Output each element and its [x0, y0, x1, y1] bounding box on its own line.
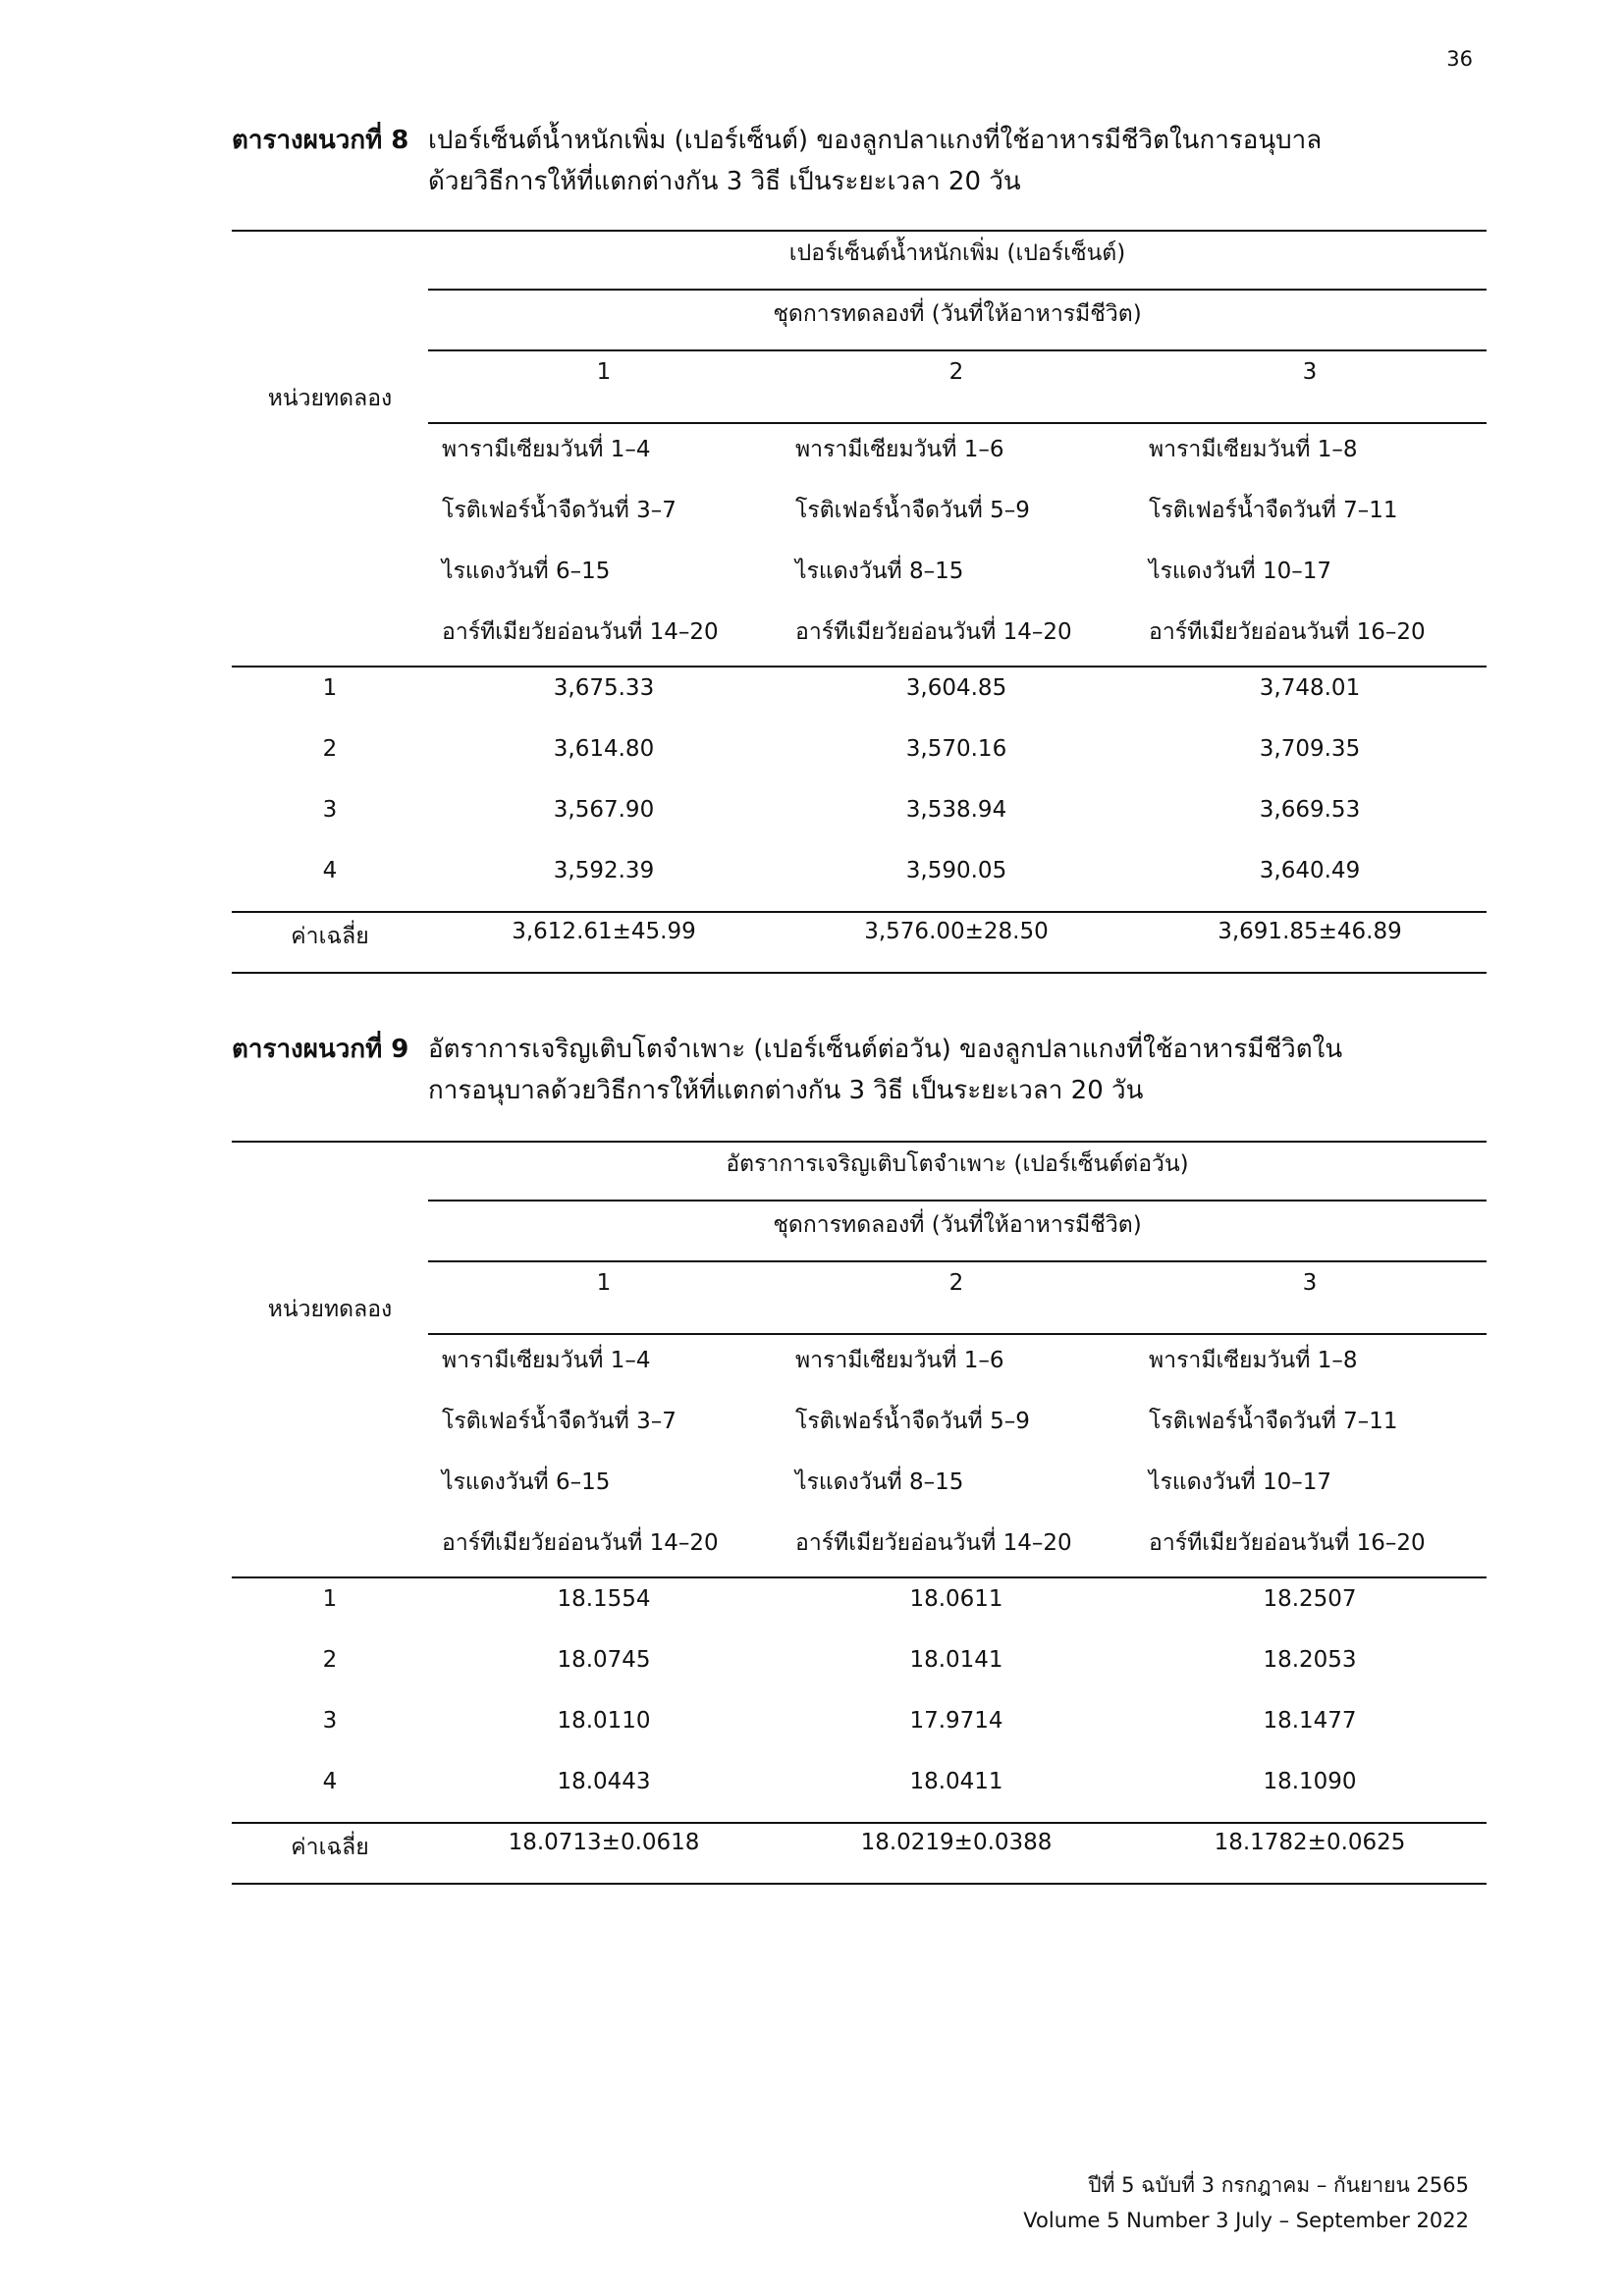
- row-unit: 3: [322, 797, 338, 823]
- mean-label: ค่าเฉลี่ย: [291, 924, 369, 949]
- row-unit: 4: [322, 858, 338, 883]
- header-bottom-rule: [232, 1576, 1487, 1578]
- row-unit: 1: [322, 1586, 338, 1612]
- table-9-label: ตารางผนวกที่ 9: [232, 1035, 409, 1064]
- row-value: 3,604.85: [905, 675, 1007, 701]
- mean-value: 18.1782±0.0625: [1214, 1830, 1406, 1855]
- treatment-2-line-3: ไรแดงวันที่ 8–15: [795, 559, 964, 584]
- treatment-3-line-4: อาร์ทีเมียวัยอ่อนวันที่ 16–20: [1149, 1530, 1426, 1556]
- treatment-2-line-1: พารามีเซียมวันที่ 1–6: [795, 1348, 1004, 1373]
- unit-header: หน่วยทดลอง: [267, 386, 393, 411]
- treatment-2-line-3: ไรแดงวันที่ 8–15: [795, 1469, 964, 1495]
- unit-header: หน่วยทดลอง: [267, 1297, 393, 1322]
- mean-value: 18.0713±0.0618: [508, 1830, 700, 1855]
- measure-header: อัตราการเจริญเติบโตจำเพาะ (เปอร์เซ็นต์ต่อวัน): [726, 1151, 1189, 1177]
- row-value: 3,675.33: [553, 675, 655, 701]
- set-header: ชุดการทดลองที่ (วันที่ให้อาหารมีชีวิต): [773, 301, 1142, 327]
- treatment-1-line-2: โรติเฟอร์น้ำจืดวันที่ 3–7: [442, 1409, 677, 1434]
- treatment-1-line-4: อาร์ทีเมียวัยอ่อนวันที่ 14–20: [442, 619, 719, 645]
- treatment-1-line-3: ไรแดงวันที่ 6–15: [442, 1469, 611, 1495]
- treatment-num-3: 3: [1302, 1270, 1318, 1296]
- treatment-3-line-3: ไรแดงวันที่ 10–17: [1149, 1469, 1332, 1495]
- table-9-title-line2: การอนุบาลด้วยวิธีการให้ที่แตกต่างกัน 3 วิธี เป็นระยะเวลา 20 วัน: [428, 1076, 1144, 1105]
- measure-header: เปอร์เซ็นต์น้ำหนักเพิ่ม (เปอร์เซ็นต์): [788, 240, 1126, 266]
- row-value: 3,748.01: [1259, 675, 1361, 701]
- row-value: 18.0411: [909, 1769, 1003, 1794]
- treatment-num-2: 2: [948, 1270, 964, 1296]
- row-value: 3,590.05: [905, 858, 1007, 883]
- rule: [428, 289, 1487, 291]
- mean-value: 3,691.85±46.89: [1218, 919, 1402, 944]
- treatment-2-line-4: อาร์ทีเมียวัยอ่อนวันที่ 14–20: [795, 619, 1072, 645]
- journal-footer: [1023, 2167, 1469, 2238]
- treatment-2-line-2: โรติเฟอร์น้ำจืดวันที่ 5–9: [795, 498, 1030, 523]
- footer-english: Volume 5 Number 3 July – September 2022: [1023, 2209, 1469, 2232]
- row-value: 18.0110: [557, 1708, 651, 1734]
- treatment-3-line-2: โรติเฟอร์น้ำจืดวันที่ 7–11: [1149, 1409, 1398, 1434]
- rule: [428, 349, 1487, 351]
- row-value: 3,640.49: [1259, 858, 1361, 883]
- row-unit: 3: [322, 1708, 338, 1734]
- row-unit: 2: [322, 736, 338, 762]
- treatment-num-1: 1: [596, 359, 612, 385]
- mean-value: 3,612.61±45.99: [512, 919, 696, 944]
- treatment-3-line-1: พารามีเซียมวันที่ 1–8: [1149, 437, 1358, 462]
- row-value: 3,669.53: [1259, 797, 1361, 823]
- bottom-rule: [232, 972, 1487, 974]
- rule: [428, 1260, 1487, 1262]
- table-8-title-line1: เปอร์เซ็นต์น้ำหนักเพิ่ม (เปอร์เซ็นต์) ของลูกปลาแกงที่ใช้อาหารมีชีวิตในการอนุบาล: [428, 126, 1323, 155]
- row-value: 18.0141: [909, 1647, 1003, 1673]
- set-header: ชุดการทดลองที่ (วันที่ให้อาหารมีชีวิต): [773, 1212, 1142, 1238]
- treatment-1-line-1: พารามีเซียมวันที่ 1–4: [442, 437, 651, 462]
- treatment-2-line-4: อาร์ทีเมียวัยอ่อนวันที่ 14–20: [795, 1530, 1072, 1556]
- row-value: 3,709.35: [1259, 736, 1361, 762]
- rule: [428, 1200, 1487, 1201]
- rule: [428, 1333, 1487, 1335]
- table-8-title-line2: ด้วยวิธีการให้ที่แตกต่างกัน 3 วิธี เป็นระยะเวลา 20 วัน: [428, 167, 1021, 196]
- treatment-3-line-1: พารามีเซียมวันที่ 1–8: [1149, 1348, 1358, 1373]
- treatment-1-line-2: โรติเฟอร์น้ำจืดวันที่ 3–7: [442, 498, 677, 523]
- row-value: 18.2053: [1263, 1647, 1357, 1673]
- treatment-3-line-2: โรติเฟอร์น้ำจืดวันที่ 7–11: [1149, 498, 1398, 523]
- table-9-title-line1: อัตราการเจริญเติบโตจำเพาะ (เปอร์เซ็นต์ต่อวัน) ของลูกปลาแกงที่ใช้อาหารมีชีวิตใน: [428, 1035, 1343, 1064]
- treatment-1-line-4: อาร์ทีเมียวัยอ่อนวันที่ 14–20: [442, 1530, 719, 1556]
- row-unit: 4: [322, 1769, 338, 1794]
- row-value: 18.0443: [557, 1769, 651, 1794]
- bottom-rule: [232, 1883, 1487, 1885]
- row-value: 18.0745: [557, 1647, 651, 1673]
- header-bottom-rule: [232, 666, 1487, 667]
- row-value: 18.1090: [1263, 1769, 1357, 1794]
- treatment-2-line-1: พารามีเซียมวันที่ 1–6: [795, 437, 1004, 462]
- mean-rule: [232, 911, 1487, 913]
- row-value: 3,614.80: [553, 736, 655, 762]
- mean-value: 18.0219±0.0388: [860, 1830, 1053, 1855]
- row-value: 3,567.90: [553, 797, 655, 823]
- row-value: 3,538.94: [905, 797, 1007, 823]
- table-9-caption: [232, 1029, 1489, 1111]
- treatment-num-3: 3: [1302, 359, 1318, 385]
- treatment-1-line-1: พารามีเซียมวันที่ 1–4: [442, 1348, 651, 1373]
- page-number: 36: [1446, 47, 1473, 71]
- row-value: 18.2507: [1263, 1586, 1357, 1612]
- treatment-3-line-3: ไรแดงวันที่ 10–17: [1149, 559, 1332, 584]
- row-unit: 1: [322, 675, 338, 701]
- row-value: 3,570.16: [905, 736, 1007, 762]
- footer-thai: ปีที่ 5 ฉบับที่ 3 กรกฎาคม – กันยายน 2565: [1088, 2173, 1469, 2197]
- treatment-3-line-4: อาร์ทีเมียวัยอ่อนวันที่ 16–20: [1149, 619, 1426, 645]
- row-value: 18.1477: [1263, 1708, 1357, 1734]
- mean-rule: [232, 1822, 1487, 1824]
- row-value: 17.9714: [909, 1708, 1003, 1734]
- treatment-num-2: 2: [948, 359, 964, 385]
- mean-label: ค่าเฉลี่ย: [291, 1835, 369, 1860]
- top-rule: [232, 230, 1487, 232]
- row-value: 18.1554: [557, 1586, 651, 1612]
- row-value: 18.0611: [909, 1586, 1003, 1612]
- rule: [428, 422, 1487, 424]
- mean-value: 3,576.00±28.50: [864, 919, 1049, 944]
- treatment-num-1: 1: [596, 1270, 612, 1296]
- table-8-label: ตารางผนวกที่ 8: [232, 126, 409, 155]
- top-rule: [232, 1141, 1487, 1143]
- treatment-1-line-3: ไรแดงวันที่ 6–15: [442, 559, 611, 584]
- row-unit: 2: [322, 1647, 338, 1673]
- table-8-caption: [232, 120, 1489, 202]
- treatment-2-line-2: โรติเฟอร์น้ำจืดวันที่ 5–9: [795, 1409, 1030, 1434]
- row-value: 3,592.39: [553, 858, 655, 883]
